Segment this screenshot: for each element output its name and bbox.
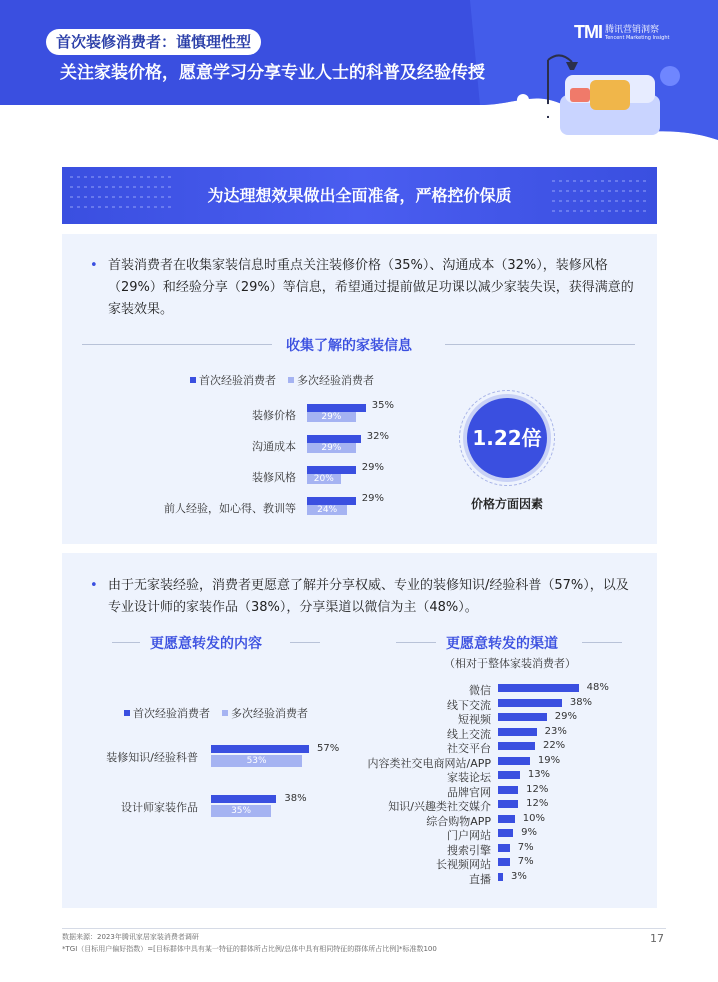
- chart3-bar: [498, 757, 530, 765]
- chart3-value: 3%: [511, 870, 527, 882]
- chart2-value-first: 38%: [284, 793, 307, 804]
- chart1-value-first: 35%: [371, 400, 395, 411]
- emoji-icon: [517, 94, 529, 106]
- chart3-bar: [498, 815, 515, 823]
- channel-note: （相对于整体家装消费者）: [444, 657, 576, 670]
- chart1-value-first: 32%: [366, 431, 389, 442]
- chart1-value-second: 29%: [321, 412, 342, 422]
- chart3-value: 9%: [521, 827, 537, 838]
- chart3-bar: [498, 699, 562, 707]
- chart3-category-label: 知识/兴趣类社交媒介: [388, 800, 491, 813]
- chart1-category-label: 前人经验，如心得、教训等: [164, 502, 296, 515]
- chart2-bar-second: [211, 805, 271, 817]
- chart3-value: 12%: [526, 798, 549, 809]
- chart1-value-first: 29%: [361, 493, 384, 504]
- divider-right: [445, 344, 635, 345]
- chart3-category-label: 搜索引擎: [447, 843, 491, 857]
- chart1-bar-second: [307, 443, 356, 453]
- divider-channel-right: [582, 642, 622, 643]
- page-title: 关注家装价格，愿意学习分享专业人士的科普及经验传授: [60, 63, 485, 83]
- chart3-category-label: 线上交流: [447, 727, 491, 741]
- divider-left: [82, 344, 272, 345]
- chart3-value: 29%: [554, 711, 577, 722]
- chart3-category-label: 家装论坛: [447, 771, 491, 784]
- chart3-category-label: 短视频: [458, 713, 491, 726]
- divider-content-right: [290, 642, 320, 643]
- chart3-bar: [498, 873, 503, 881]
- chart3-value: 7%: [517, 841, 534, 853]
- subtitle-info-collection: 收集了解的家装信息: [286, 338, 412, 354]
- legend-content: 首次经验消费者 多次经验消费者: [124, 705, 308, 721]
- page-number: 17: [650, 932, 664, 945]
- subtitle-channel: 更愿意转发的渠道: [446, 636, 558, 652]
- section-tag: 首次装修消费者：谨慎理性型: [46, 29, 261, 55]
- highlight-caption: 价格方面因素: [470, 497, 543, 511]
- chart1-value-second: 29%: [321, 443, 342, 453]
- share-icon: [660, 66, 680, 86]
- chart1-category-label: 装修风格: [252, 471, 296, 484]
- chart2-bar-first: [211, 745, 309, 753]
- subtitle-content: 更愿意转发的内容: [150, 636, 262, 652]
- chart2-bar-second: [211, 755, 302, 767]
- chart3-category-label: 社交平台: [447, 742, 491, 755]
- divider-content-left: [112, 642, 140, 643]
- chart3-category-label: 微信: [469, 684, 491, 697]
- chart3-bar: [498, 829, 513, 837]
- chart3-value: 19%: [537, 754, 561, 766]
- chart1-value-second: 20%: [313, 474, 334, 484]
- bullet-info-collection: • 首装消费者在收集家装信息时重点关注装修价格（35%）、沟通成本（32%），装修风格（29%）和经验分享（29%）等信息，希望通过提前做足功课以减少家装失误，获得满意的家装效果。: [90, 258, 634, 317]
- chart1-bar-first: [307, 435, 361, 443]
- logo-cn: 腾讯营销洞察: [605, 24, 660, 35]
- chart3-bar: [498, 713, 547, 721]
- chart3-category-label: 品牌官网: [447, 785, 491, 799]
- logo-mark: TMI: [574, 22, 602, 42]
- chart3-value: 7%: [517, 856, 534, 867]
- chart3-bar: [498, 771, 520, 779]
- divider-channel-left: [396, 642, 436, 643]
- chart3-value: 23%: [544, 725, 567, 737]
- chart2-category-label: 设计师家装作品: [121, 801, 198, 814]
- footer-divider: [62, 928, 666, 929]
- banner-title: 为达理想效果做出全面准备，严格控价保质: [207, 186, 512, 205]
- footer-note: *TGI（目标用户偏好指数）=[目标群体中具有某一特征的群体所占比例/总体中具有相同特征的群体所占比例]*标准数100: [62, 945, 437, 953]
- chart2-value-second: 35%: [231, 806, 252, 816]
- chart1-bar-second: [307, 505, 347, 515]
- section-banner: [62, 167, 657, 224]
- chart1-bar-first: [307, 466, 356, 474]
- chart3-bar: [498, 844, 510, 852]
- chart3-value: 13%: [527, 769, 551, 780]
- chart3-bar: [498, 800, 518, 808]
- heart-icon: [595, 142, 611, 158]
- chart3-category-label: 长视频网站: [436, 858, 491, 871]
- chart1-value-first: 29%: [361, 462, 384, 473]
- chart1-bar-second: [307, 474, 341, 484]
- chart3-bar: [498, 684, 579, 692]
- chart1-bar-second: [307, 412, 356, 422]
- chart3-value: 10%: [522, 812, 546, 824]
- footer-source: 数据来源：2023年腾讯家居家装消费者调研: [62, 933, 199, 941]
- chart3-value: 12%: [526, 783, 549, 795]
- chart3-value: 38%: [569, 696, 593, 708]
- chart1-bar-first: [307, 497, 356, 505]
- highlight-value: 1.22倍: [472, 426, 542, 450]
- chart1-bar-first: [307, 404, 366, 412]
- chart3-value: 22%: [542, 740, 566, 751]
- chart1-category-label: 装修价格: [252, 409, 296, 422]
- chart3-bar: [498, 858, 510, 866]
- chart3-bar: [498, 742, 535, 750]
- chart2-category-label: 装修知识/经验科普: [106, 751, 198, 764]
- chart3-category-label: 内容类社交电商网站/APP: [367, 756, 491, 770]
- chart3-category-label: 综合购物APP: [426, 814, 491, 828]
- chart3-category-label: 线下交流: [447, 698, 491, 712]
- chart1-value-second: 24%: [317, 505, 338, 515]
- chart1-category-label: 沟通成本: [252, 440, 296, 453]
- chart2-value-first: 57%: [317, 743, 340, 754]
- chart3-bar: [498, 786, 518, 794]
- chart2-value-second: 53%: [246, 756, 267, 766]
- legend-info: 首次经验消费者 多次经验消费者: [190, 372, 374, 388]
- chart2-bar-first: [211, 795, 276, 803]
- chart3-bar: [498, 728, 537, 736]
- brand-logo: [574, 22, 669, 43]
- chart3-category-label: 直播: [469, 872, 491, 886]
- logo-en: Tencent Marketing Insight: [605, 34, 670, 41]
- like-icon: [542, 104, 554, 116]
- chart3-value: 48%: [586, 682, 609, 693]
- chart3-category-label: 门户网站: [447, 829, 491, 842]
- bullet-sharing: • 由于无家装经验，消费者更愿意了解并分享权威、专业的装修知识/经验科普（57%），以及专业设计师的家装作品（38%），分享渠道以微信为主（48%）。: [90, 578, 629, 615]
